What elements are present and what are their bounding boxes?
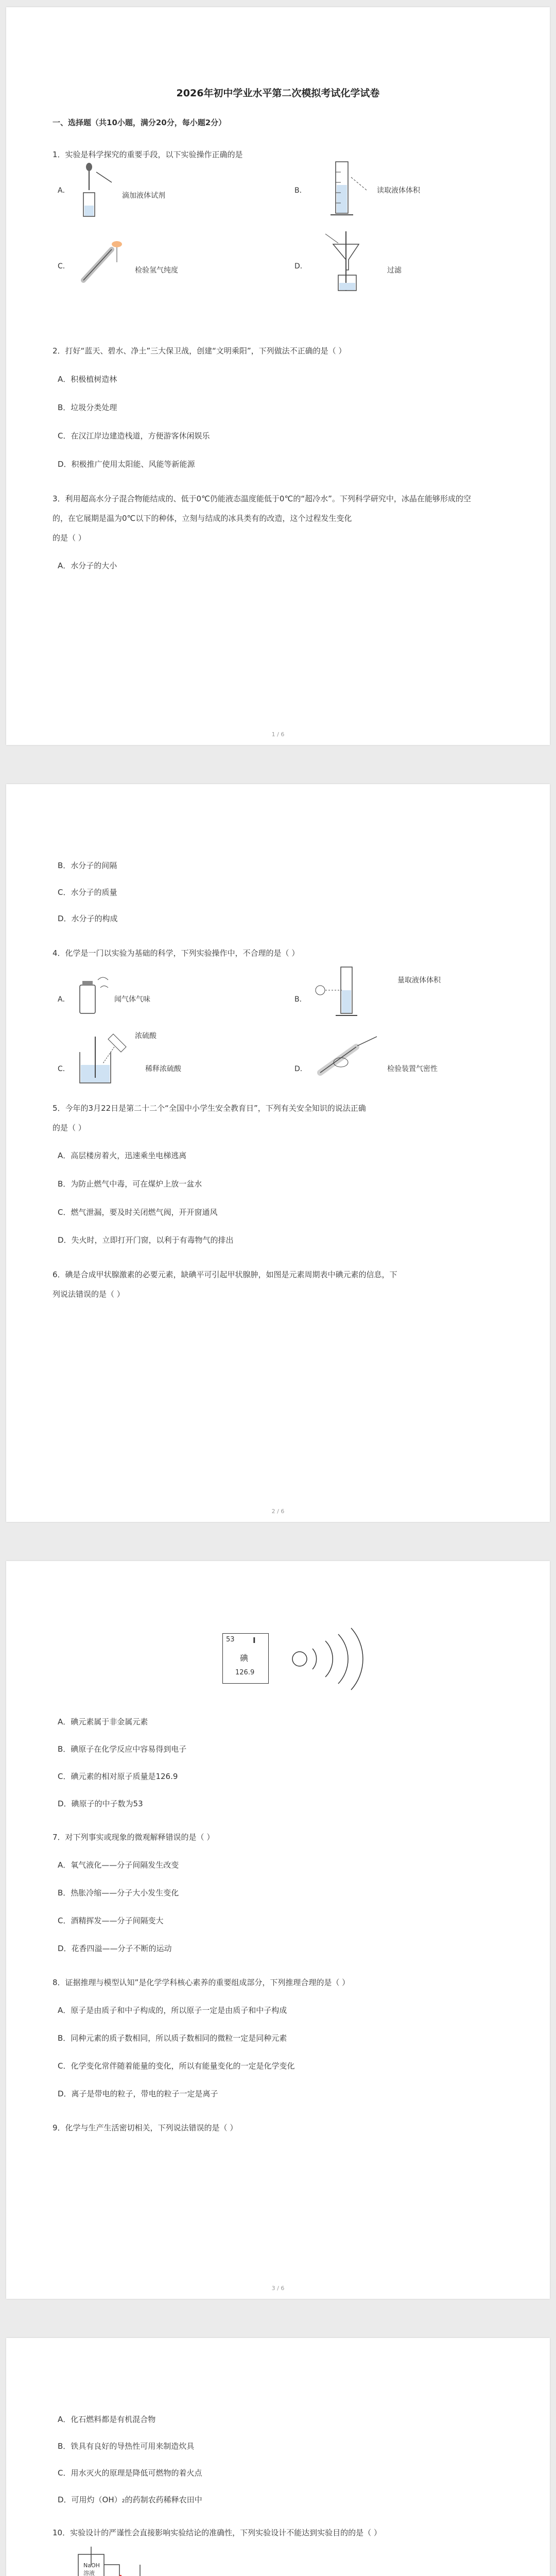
question-stem: 的是（ ）: [53, 1123, 86, 1132]
exam-title: 2026年初中学业水平第二次模拟考试化学试卷: [176, 88, 380, 99]
option-label: A．: [58, 187, 70, 195]
page-3: [6, 1561, 550, 2299]
atomic-mass: 126.9: [235, 1669, 255, 1676]
figure-caption: 检验氢气纯度: [135, 266, 178, 275]
option-text: D．花香四溢——分子不断的运动: [58, 1944, 172, 1953]
element-name: 碘: [240, 1653, 249, 1663]
option-label: C．: [58, 1065, 70, 1073]
figure-caption: 检验装置气密性: [387, 1065, 438, 1073]
smell-gas-figure: [72, 970, 113, 1016]
page-number: 3 / 6: [271, 2285, 285, 2292]
question-stem: 7．对下列事实或现象的微观解释错误的是（ ）: [53, 1833, 215, 1842]
option-text: B．同种元素的质子数相同，所以质子数相同的微粒一定是同种元素: [58, 2033, 287, 2043]
option-label: B．: [294, 187, 307, 195]
question-stem: 的，在它展期是温为0℃以下的种体，立刻与结成的冰具类有的改造，这个过程发生变化: [53, 514, 352, 523]
figure-note: NaOH 溶液: [83, 2562, 100, 2576]
read-volume-figure: [310, 962, 392, 1019]
question-stem: 6．碘是合成甲状腺激素的必要元素，缺碘平可引起甲状腺肿，如图是元素周期表中碘元素的信息，下: [53, 1270, 397, 1279]
page-2: [6, 784, 550, 1522]
option-label: A．: [58, 995, 70, 1004]
figure-caption: 读取液体体积: [377, 187, 420, 195]
cylinder-figure: [315, 159, 372, 218]
option-label: D．: [294, 1065, 307, 1073]
option-text: A．水分子的大小: [58, 561, 117, 570]
question-stem: 2．打好“蓝天、碧水、净土”三大保卫战，创建“文明乘阳”，下列做法不正确的是（ ）: [53, 346, 346, 355]
dropper-figure: [73, 162, 119, 218]
section-heading: 一、选择题（共10小题，满分20分，每小题2分）: [53, 118, 227, 127]
page-number: 1 / 6: [271, 731, 285, 738]
option-text: A．高层楼房着火，迅速乘坐电梯逃离: [58, 1151, 187, 1160]
option-label: D．: [294, 262, 307, 270]
question-stem: 1．实验是科学探究的重要手段，以下实验操作正确的是: [53, 150, 243, 159]
figure-caption: 滴加液体试剂: [122, 192, 165, 200]
figure-caption: 量取液体体积: [397, 976, 441, 985]
option-label: C．: [58, 262, 70, 270]
question-stem: 10．实验设计的严谨性会直接影响实验结论的准确性，下列实验设计不能达到实验目的的是（ ）: [53, 2528, 381, 2537]
dilute-acid-figure: [72, 1026, 139, 1088]
option-text: D．离子是带电的粒子，带电的粒子一定是离子: [58, 2089, 218, 2098]
test-tube-figure: [73, 234, 130, 291]
airtight-check-figure: [310, 1031, 387, 1083]
option-text: D．积极推广使用太阳能、风能等新能源: [58, 460, 195, 469]
option-text: B．碘原子在化学反应中容易得到电子: [58, 1744, 187, 1754]
option-text: A．氧气液化——分子间隔发生改变: [58, 1860, 179, 1870]
atom-structure-figure: [279, 1623, 372, 1695]
option-text: B．为防止燃气中毒，可在煤炉上放一盆水: [58, 1179, 202, 1189]
atomic-number: 53: [226, 1636, 235, 1643]
element-symbol: I: [253, 1636, 256, 1645]
question-stem: 列说法错误的是（ ）: [53, 1290, 125, 1299]
option-text: C．在汉江岸边建造栈道，方便游客休闲娱乐: [58, 431, 210, 440]
figure-note: 浓硫酸: [135, 1032, 157, 1040]
figure-caption: 稀释浓硫酸: [145, 1065, 181, 1073]
figure-caption: 闻气体气味: [114, 995, 150, 1004]
option-text: A．碘元素属于非金属元素: [58, 1717, 148, 1726]
page-1: [6, 7, 550, 745]
option-text: C．用水灭火的原理是降低可燃物的着火点: [58, 2468, 202, 2478]
option-text: C．酒精挥发——分子间隔变大: [58, 1916, 164, 1925]
option-text: C．化学变化常伴随着能量的变化，所以有能量变化的一定是化学变化: [58, 2061, 295, 2071]
option-text: C．水分子的质量: [58, 888, 117, 897]
option-text: D．碘原子的中子数为53: [58, 1799, 143, 1808]
option-text: D．失火时，立即打开门窗，以利于有毒物气的排出: [58, 1235, 234, 1245]
option-text: B．垃圾分类处理: [58, 403, 117, 412]
option-text: A．原子是由质子和中子构成的，所以原子一定是由质子和中子构成: [58, 2006, 287, 2015]
option-text: D．水分子的构成: [58, 914, 118, 923]
option-text: D．可用灼（OH）₂的药制农药稀释农田中: [58, 2495, 202, 2504]
option-text: B．热胀冷缩——分子大小发生变化: [58, 1888, 179, 1897]
question-stem: 5．今年的3月22日是第二十二个“全国中小学生安全教育日”，下列有关安全知识的说法正确: [53, 1104, 366, 1113]
question-stem: 9．化学与生产生活密切相关，下列说法错误的是（ ）: [53, 2123, 238, 2132]
page-4: [6, 2338, 550, 2576]
question-stem: 4．化学是一门以实验为基础的科学，下列实验操作中，不合理的是（ ）: [53, 948, 300, 958]
option-label: B．: [294, 995, 307, 1004]
option-text: A．化石燃料都是有机混合物: [58, 2415, 156, 2424]
option-text: C．燃气泄漏，要及时关闭燃气阀，开开窗通风: [58, 1208, 218, 1217]
option-text: C．碘元素的相对原子质量是126.9: [58, 1772, 178, 1781]
filtration-figure: [315, 229, 377, 293]
question-stem: 3．利用超高水分子混合物能结成的、低于0℃仍能液态温度能低于0℃的“超冷水”。下列科学研究中，冰晶在能够形成的空: [53, 494, 471, 503]
option-text: B．铁具有良好的导热性可用来制造炊具: [58, 2442, 195, 2451]
question-stem: 8．证据推理与模型认知”是化学学科核心素养的重要组成部分，下列推理合理的是（ ）: [53, 1978, 350, 1987]
option-text: B．水分子的间隔: [58, 861, 117, 870]
page-number: 2 / 6: [271, 1508, 285, 1515]
figure-caption: 过滤: [387, 266, 402, 275]
element-tile: [222, 1633, 269, 1684]
option-text: A．积极植树造林: [58, 375, 117, 384]
question-stem: 的是（ ）: [53, 533, 86, 543]
